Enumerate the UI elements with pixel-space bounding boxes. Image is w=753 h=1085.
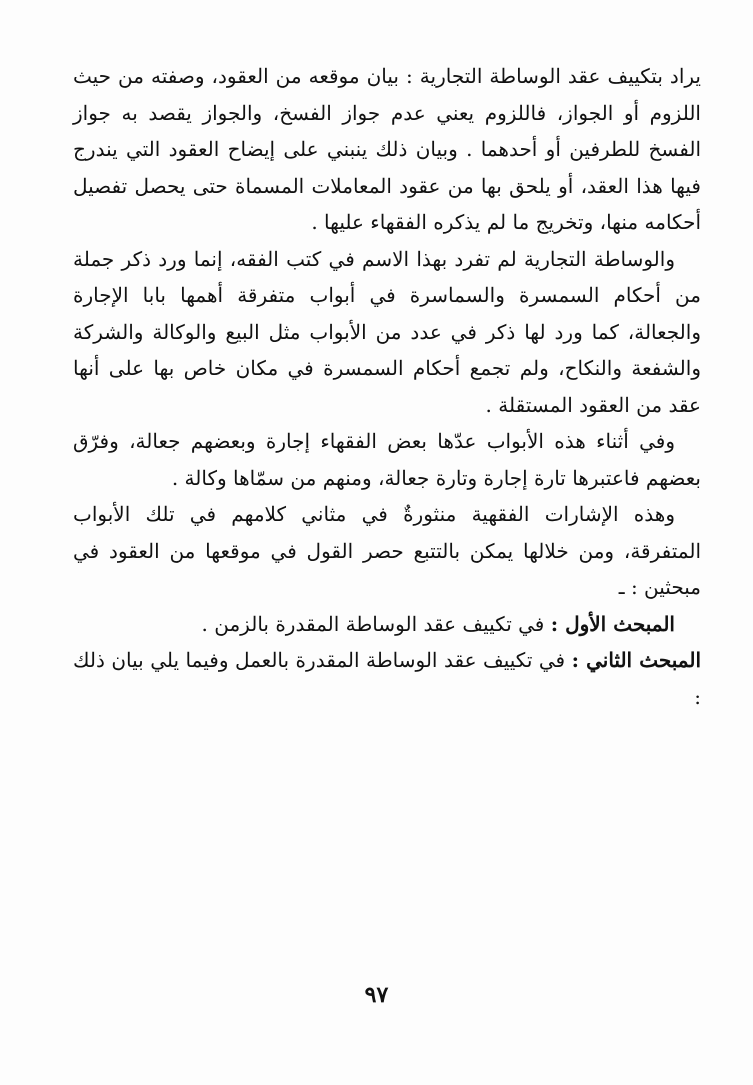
section-first — [73, 606, 701, 643]
section-second-text: في تكييف عقد الوساطة المقدرة بالعمل وفيما يلي بيان ذلك : — [73, 648, 701, 709]
main-text-block — [73, 58, 701, 715]
paragraph-definition: يراد بتكييف عقد الوساطة التجارية : بيان موقعه من العقود، وصفته من حيث اللزوم أو الجواز، فاللزوم يعني عدم جواز الفسخ، والجواز يقصد به جواز الفسخ للطرفين أو أحدهما . وبيان ذلك ينبني على إيضاح العقود التي يندرج فيها هذا العقد، أو يلحق بها من عقود المعاملات المسماة حتى يحصل تفصيل أحكامه منها، وتخريج ما لم يذكره الفقهاء عليها . — [73, 64, 701, 234]
section-first-label: المبحث الأول : — [550, 611, 675, 636]
section-first-text: في تكييف عقد الوساطة المقدرة بالزمن . — [201, 611, 551, 636]
section-second-label: المبحث الثاني : — [571, 648, 702, 672]
section-second — [73, 642, 701, 715]
paragraph-sources: والوساطة التجارية لم تفرد بهذا الاسم في كتب الفقه، إنما ورد ذكر جملة من أحكام السمسرة والسماسرة في أبواب متفرقة أهمها بابا الإجارة والجعالة، كما ورد لها ذكر في عدد من الأبواب مثل البيع والوكالة والشركة والشفعة والنكاح، ولم تجمع أحكام السمسرة في مكان خاص بها على أنها عقد من العقود المستقلة . — [73, 246, 701, 417]
page-number: ٩٧ — [364, 982, 389, 1008]
paragraph-opinions: وفي أثناء هذه الأبواب عدّها بعض الفقهاء إجارة وبعضهم جعالة، وفرّق بعضهم فاعتبرها تارة إجارة وتارة جعالة، ومنهم من سمّاها وكالة . — [73, 429, 701, 490]
paragraph-outline: وهذه الإشارات الفقهية منثورةٌ في مثاني كلامهم في تلك الأبواب المتفرقة، ومن خلالها يمكن بالتتبع حصر القول في موقعها من العقود في مبحثين : ـ — [73, 502, 701, 599]
